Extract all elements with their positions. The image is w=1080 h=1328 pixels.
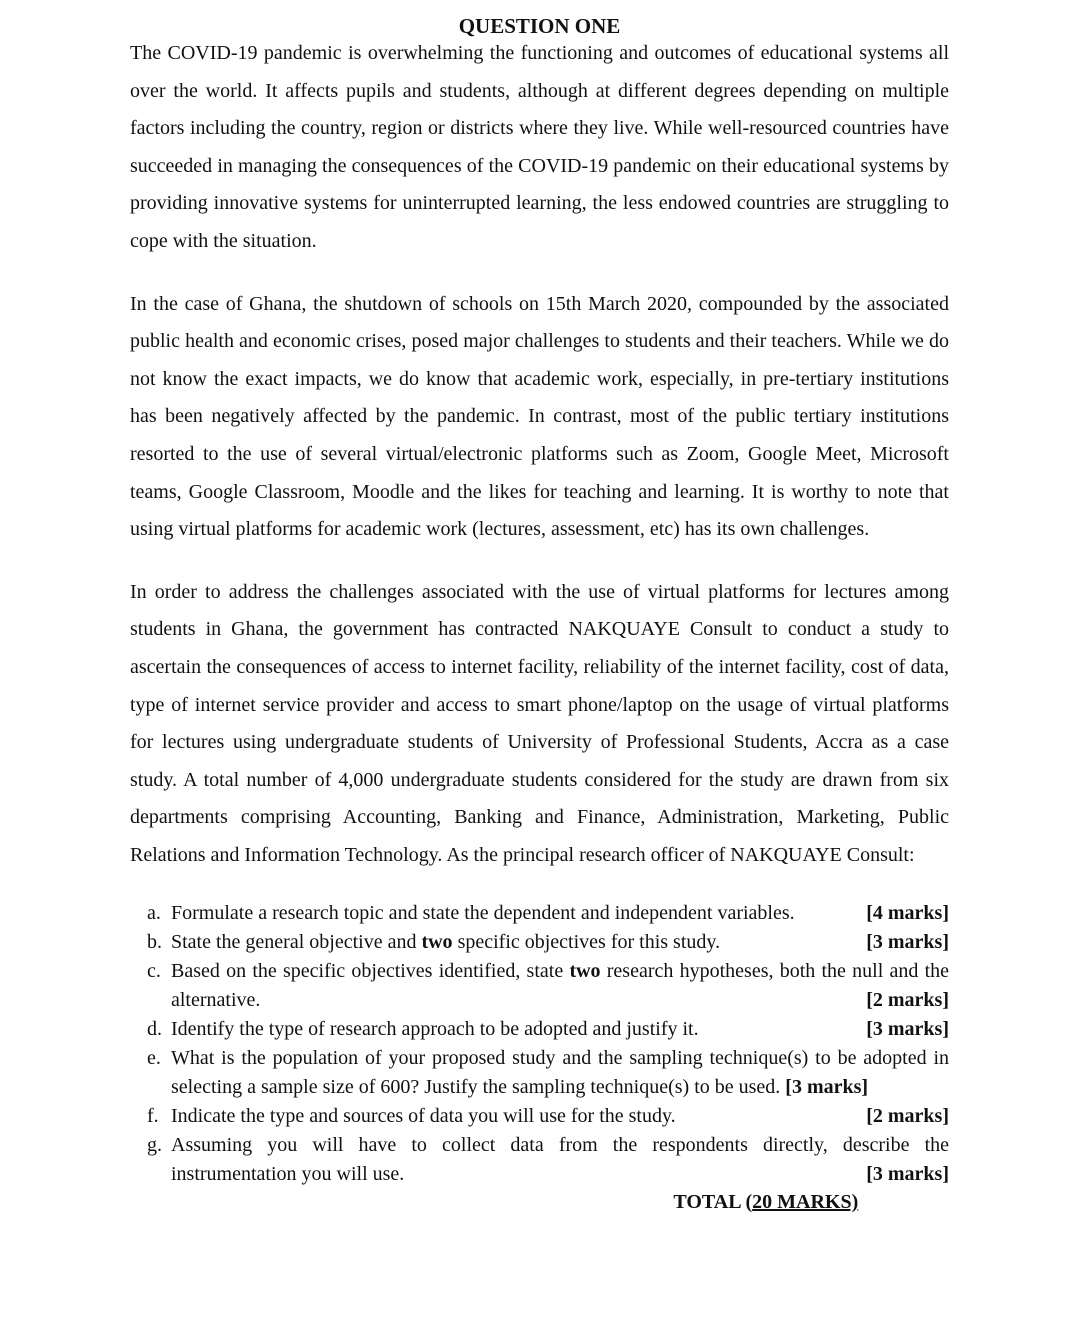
question-item-b xyxy=(130,928,949,957)
total-label: TOTAL ( xyxy=(673,1191,753,1214)
question-marks: [2 marks] xyxy=(866,1105,949,1128)
question-letter: c. xyxy=(147,960,161,983)
question-letter: a. xyxy=(147,902,161,925)
paragraph-ghana-context: In the case of Ghana, the shutdown of schools on 15th March 2020, compounded by the associated public health and economic crises, posed major challenges to students and their teachers. While we do not know the exact impacts, we do know that academic work, especially, in pre-tertiary institutions has been negatively affected by the pandemic. In contrast, most of the public tertiary institutions resorted to the use of several virtual/electronic platforms such as Zoom, Google Meet, Microsoft teams, Google Classroom, Moodle and the likes for teaching and learning. It is worthy to note that using virtual platforms for academic work (lectures, assessment, etc) has its own challenges. xyxy=(130,292,949,541)
question-item-d xyxy=(130,1015,949,1044)
question-item-c xyxy=(130,957,949,1015)
total-marks xyxy=(130,1188,949,1217)
question-list xyxy=(130,899,949,1189)
question-marks: [3 marks] xyxy=(866,1018,949,1041)
total-value: 20 MARKS) xyxy=(752,1191,859,1214)
question-letter: d. xyxy=(147,1018,162,1041)
question-text: State the general objective and two specific objectives for this study. xyxy=(171,931,721,954)
question-marks: [4 marks] xyxy=(866,902,949,925)
question-item-f xyxy=(130,1102,949,1131)
question-letter: b. xyxy=(147,931,162,954)
question-heading: QUESTION ONE xyxy=(458,14,621,38)
question-marks: [3 marks] xyxy=(866,1163,949,1186)
paragraph-intro: The COVID-19 pandemic is overwhelming the functioning and outcomes of educational systems all over the world. It affects pupils and students, although at different degrees depending on multiple factors including the country, region or districts where they live. While well-resourced countries have succeeded in managing the consequences of the COVID-19 pandemic on their educational systems by providing innovative systems for uninterrupted learning, the less endowed countries are struggling to cope with the situation. xyxy=(130,42,949,252)
question-text: Formulate a research topic and state the dependent and independent variables. xyxy=(171,902,795,925)
question-item-e xyxy=(130,1044,949,1102)
question-marks: [3 marks] xyxy=(785,1076,869,1099)
question-text: What is the population of your proposed study and the sampling technique(s) to be adopted in selecting a sample size of 600? Justify the sampling technique(s) to be used. xyxy=(171,1047,949,1099)
question-letter: g. xyxy=(147,1134,162,1157)
question-text: Based on the specific objectives identified, state two research hypotheses, both the null and the alternative. xyxy=(171,960,950,1012)
question-marks: [2 marks] xyxy=(866,989,949,1012)
question-text: Identify the type of research approach to be adopted and justify it. xyxy=(171,1018,699,1041)
question-letter: f. xyxy=(147,1105,159,1128)
question-text: Indicate the type and sources of data you will use for the study. xyxy=(171,1105,676,1128)
paragraph-study-scenario: In order to address the challenges associated with the use of virtual platforms for lectures among students in Ghana, the government has contracted NAKQUAYE Consult to conduct a study to ascertain the consequences of access to internet facility, reliability of the internet facility, cost of data, type of internet service provider and access to smart phone/laptop on the usage of virtual platforms for lectures using undergraduate students of University of Professional Students, Accra as a case study. A total number of 4,000 undergraduate students considered for the study are drawn from six departments comprising Accounting, Banking and Finance, Administration, Marketing, Public Relations and Information Technology. As the principal research officer of NAKQUAYE Consult: xyxy=(130,580,949,866)
question-letter: e. xyxy=(147,1047,161,1070)
question-marks: [3 marks] xyxy=(866,931,949,954)
document-page xyxy=(130,12,949,1217)
question-text: Assuming you will have to collect data from the respondents directly, describe the instrumentation you will use. xyxy=(171,1134,949,1186)
question-item-a xyxy=(130,899,949,928)
question-item-g xyxy=(130,1131,949,1189)
